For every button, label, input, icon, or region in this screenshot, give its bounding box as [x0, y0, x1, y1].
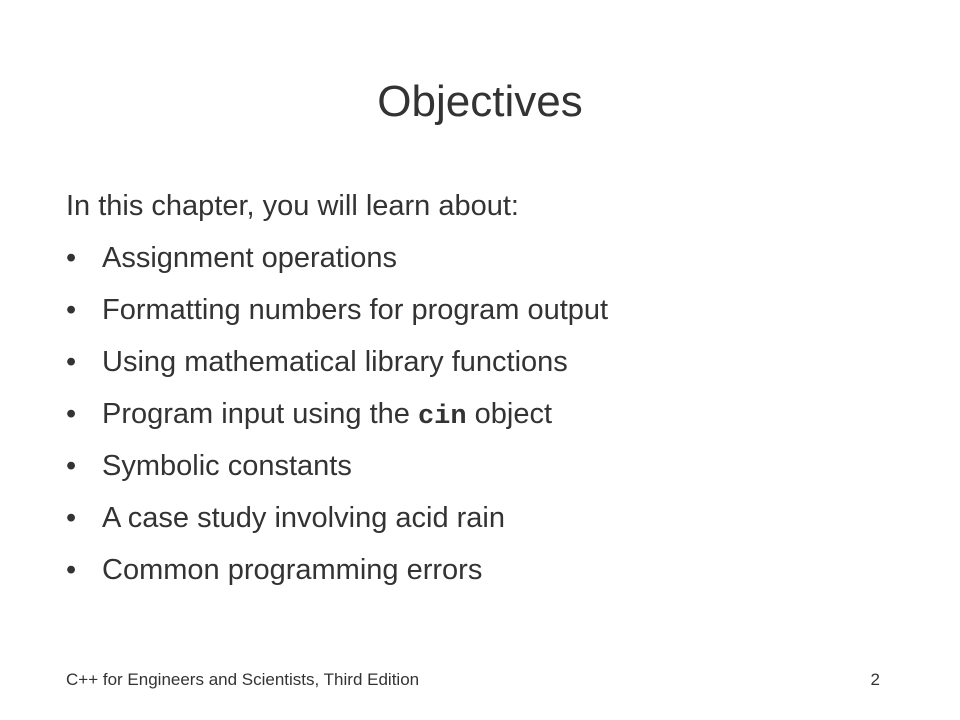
list-item — [66, 238, 896, 278]
bullet-icon: • — [66, 554, 77, 586]
intro-text: In this chapter, you will learn about: — [66, 190, 519, 222]
list-item — [66, 550, 896, 590]
list-item-text: Assignment operations — [102, 242, 397, 274]
bullet-icon: • — [66, 450, 77, 482]
bullet-icon: • — [66, 502, 77, 534]
list-item — [66, 290, 896, 330]
list-item-text: Using mathematical library functions — [102, 346, 568, 378]
footer-book-title: C++ for Engineers and Scientists, Third Edition — [66, 670, 420, 689]
slide-footer — [66, 668, 880, 692]
list-item — [66, 498, 896, 538]
list-item-text: Formatting numbers for program output — [102, 294, 609, 326]
list-item — [66, 394, 896, 434]
page-number: 2 — [870, 670, 880, 689]
slide-title: Objectives — [377, 77, 583, 126]
list-item — [66, 342, 896, 382]
objectives-list — [66, 238, 896, 590]
list-item-text: Common programming errors — [102, 554, 483, 586]
bullet-icon: • — [66, 398, 77, 430]
code-keyword-cin: cin — [417, 402, 467, 432]
list-item-text-suffix: object — [466, 398, 553, 430]
list-item-text: Symbolic constants — [102, 450, 352, 482]
bullet-icon: • — [66, 346, 77, 378]
list-item — [66, 446, 896, 486]
slide-body — [66, 186, 896, 602]
list-item-text: A case study involving acid rain — [102, 502, 505, 534]
list-item-text-prefix: Program input using the — [102, 398, 418, 430]
bullet-icon: • — [66, 242, 77, 274]
bullet-icon: • — [66, 294, 77, 326]
